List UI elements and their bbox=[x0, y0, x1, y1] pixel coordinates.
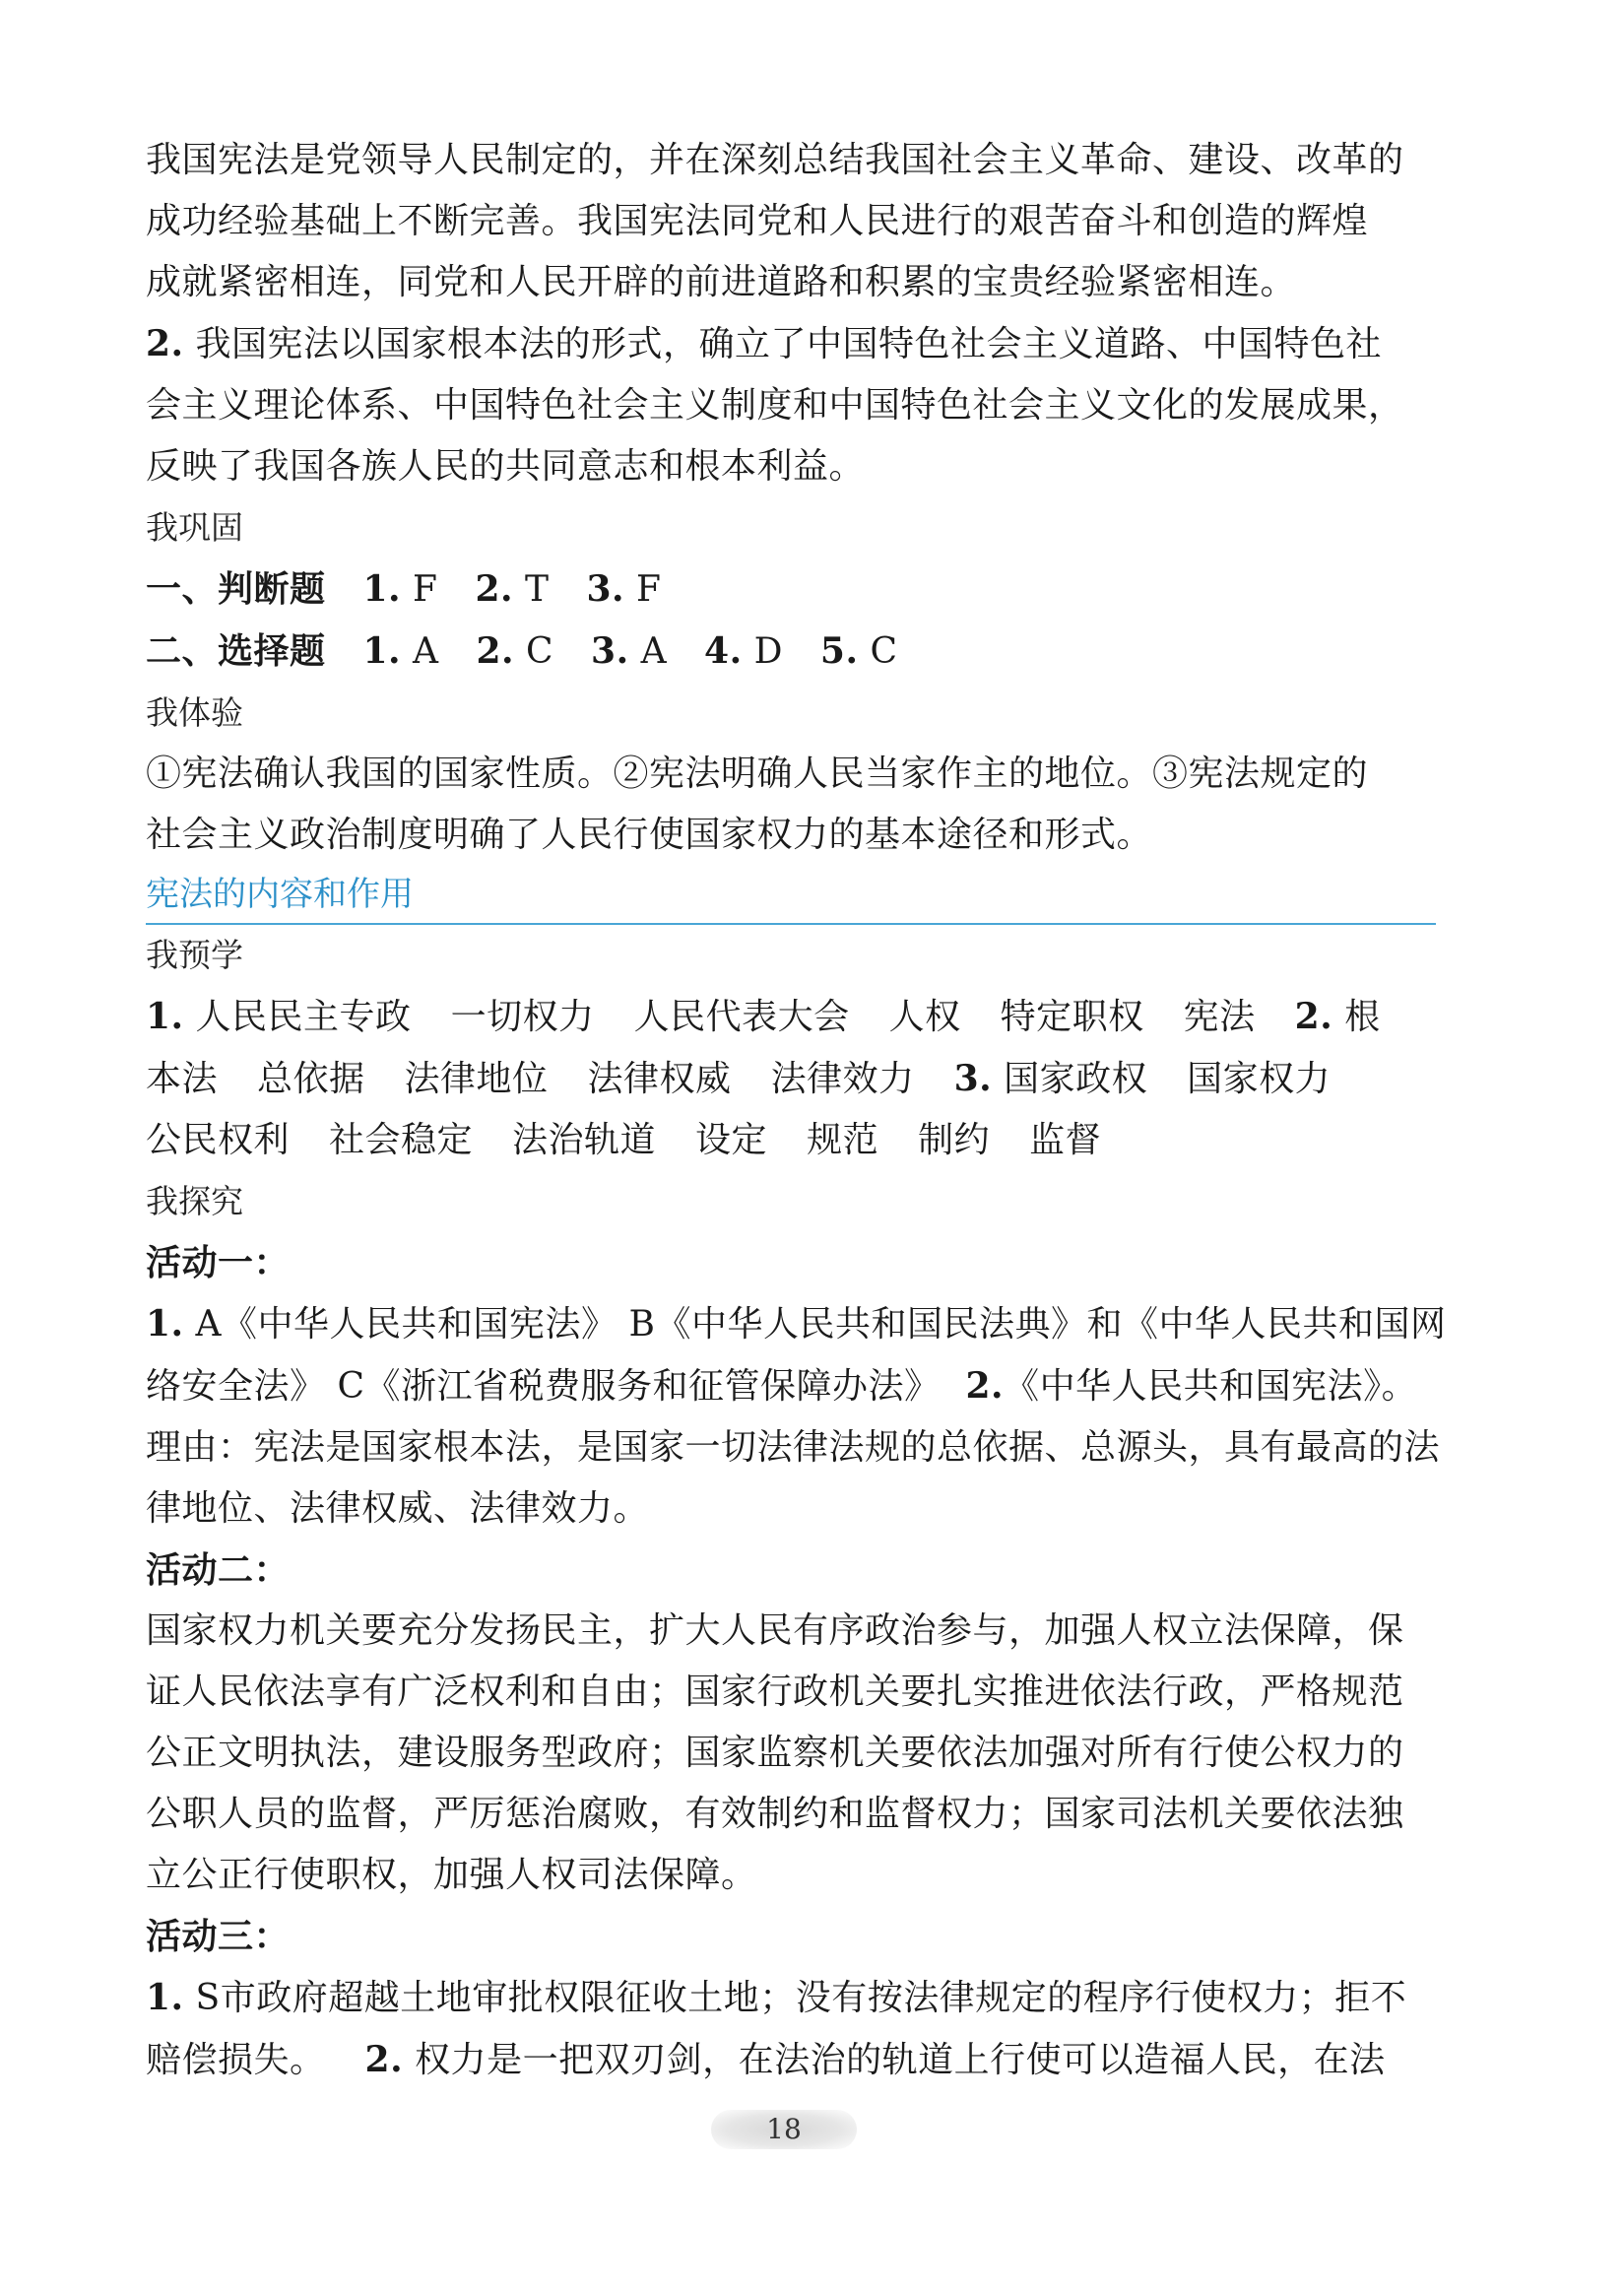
answer-number: 2. bbox=[476, 630, 515, 672]
paragraph-line: 证人民依法享有广泛权利和自由；国家行政机关要扎实推进依法行政，严格规范 bbox=[146, 1672, 1404, 1712]
answer-value: F bbox=[636, 569, 662, 610]
paragraph-text: 赔偿损失。 bbox=[146, 2040, 326, 2080]
paragraph-line: 国家权力机关要充分发扬民主，扩大人民有序政治参与，加强人权立法保障，保 bbox=[146, 1610, 1404, 1651]
term: 根 bbox=[1344, 997, 1381, 1037]
paragraph-line: 公职人员的监督，严厉惩治腐败，有效制约和监督权力；国家司法机关要依法独 bbox=[146, 1794, 1404, 1834]
paragraph-text: 络安全法》 C《浙江省税费服务和征管保障办法》 bbox=[146, 1366, 941, 1407]
paragraph-line: 成就紧密相连，同党和人民开辟的前进道路和积累的宝贵经验紧密相连。 bbox=[146, 262, 1297, 302]
term: 制约 bbox=[918, 1120, 991, 1160]
answer-page bbox=[146, 130, 1447, 2091]
answer-value: T bbox=[525, 569, 550, 610]
term: 法律地位 bbox=[404, 1059, 549, 1099]
activity-2-label: 活动二： bbox=[146, 1549, 291, 1591]
subheading-wo-yuxue: 我预学 bbox=[146, 936, 243, 974]
judge-answers bbox=[146, 558, 1436, 621]
term: 公民权利 bbox=[146, 1120, 291, 1160]
paragraph-text: 我国宪法以国家根本法的形式，确立了中国特色社会主义道路、中国特色社 bbox=[195, 324, 1383, 364]
answer-number: 1. bbox=[362, 630, 402, 672]
fill-answers-line bbox=[146, 1110, 1436, 1171]
term: 宪法 bbox=[1183, 997, 1256, 1037]
page-number: 18 bbox=[711, 2110, 857, 2149]
answer-number: 4. bbox=[704, 630, 743, 672]
section-title: 宪法的内容和作用 bbox=[146, 866, 1436, 925]
paragraph-line: 公正文明执法，建设服务型政府；国家监察机关要依法加强对所有行使公权力的 bbox=[146, 1733, 1404, 1773]
paragraph-line bbox=[146, 1293, 1447, 1355]
item-number: 2. bbox=[1294, 996, 1333, 1037]
answer-value: A bbox=[413, 631, 439, 672]
answer-value: D bbox=[753, 631, 783, 672]
answer-number: 3. bbox=[586, 568, 625, 610]
answer-number: 5. bbox=[819, 630, 859, 672]
paragraph-text: A《中华人民共和国宪法》 B《中华人民共和国民法典》和《中华人民共和国网 bbox=[195, 1304, 1447, 1345]
paragraph-line: 反映了我国各族人民的共同意志和根本利益。 bbox=[146, 446, 866, 487]
term: 总依据 bbox=[257, 1059, 365, 1099]
item-number: 3. bbox=[953, 1058, 993, 1099]
item-number: 1. bbox=[146, 1977, 184, 2018]
term: 一切权力 bbox=[450, 997, 595, 1037]
paragraph-line: 会主义理论体系、中国特色社会主义制度和中国特色社会主义文化的发展成果， bbox=[146, 385, 1404, 426]
paragraph-line: 社会主义政治制度明确了人民行使国家权力的基本途径和形式。 bbox=[146, 815, 1153, 855]
paragraph-text: S市政府超越土地审批权限征收土地；没有按法律规定的程序行使权力；拒不 bbox=[195, 1978, 1407, 2018]
paragraph-line bbox=[146, 1967, 1436, 2029]
paragraph-line bbox=[146, 2029, 1436, 2091]
term: 人民代表大会 bbox=[633, 997, 850, 1037]
term: 特定职权 bbox=[1000, 997, 1144, 1037]
term: 人民民主专政 bbox=[195, 997, 412, 1037]
item-number: 2. bbox=[965, 1365, 1005, 1407]
term: 法治轨道 bbox=[512, 1120, 657, 1160]
paragraph-text: 权力是一把双刃剑，在法治的轨道上行使可以造福人民，在法 bbox=[415, 2040, 1386, 2080]
item-number: 1. bbox=[146, 996, 184, 1037]
paragraph-line: 律地位、法律权威、法律效力。 bbox=[146, 1488, 650, 1529]
paragraph-line: 我国宪法是党领导人民制定的，并在深刻总结我国社会主义革命、建设、改革的 bbox=[146, 140, 1404, 180]
term: 社会稳定 bbox=[329, 1120, 474, 1160]
paragraph-line bbox=[146, 1355, 1436, 1417]
judge-label: 一、判断题 bbox=[146, 568, 326, 610]
answer-value: C bbox=[870, 631, 898, 672]
term: 监督 bbox=[1029, 1120, 1102, 1160]
term: 国家政权 bbox=[1004, 1059, 1148, 1099]
answer-value: F bbox=[413, 569, 438, 610]
subheading-wo-tanjiu: 我探究 bbox=[146, 1182, 243, 1220]
choice-answers bbox=[146, 621, 1436, 683]
answer-value: A bbox=[640, 631, 668, 672]
paragraph-line: 理由：宪法是国家根本法，是国家一切法律法规的总依据、总源头，具有最高的法 bbox=[146, 1427, 1441, 1468]
subheading-wo-tiyan: 我体验 bbox=[146, 693, 243, 732]
item-number: 2. bbox=[146, 323, 184, 364]
term: 国家权力 bbox=[1187, 1059, 1332, 1099]
term: 法律权威 bbox=[587, 1059, 732, 1099]
item-number: 1. bbox=[146, 1303, 184, 1345]
paragraph-text: 《中华人民共和国宪法》。 bbox=[1004, 1366, 1418, 1407]
subheading-wo-gonggu: 我巩固 bbox=[146, 508, 243, 547]
term: 规范 bbox=[807, 1120, 879, 1160]
answer-number: 2. bbox=[475, 568, 514, 610]
item-number: 2. bbox=[364, 2039, 404, 2080]
activity-3-label: 活动三： bbox=[146, 1916, 291, 1957]
paragraph-line: 成功经验基础上不断完善。我国宪法同党和人民进行的艰苦奋斗和创造的辉煌 bbox=[146, 201, 1369, 241]
paragraph-line: ①宪法确认我国的国家性质。②宪法明确人民当家作主的地位。③宪法规定的 bbox=[146, 754, 1369, 794]
term: 人权 bbox=[888, 997, 961, 1037]
answer-number: 1. bbox=[362, 568, 402, 610]
choice-label: 二、选择题 bbox=[146, 630, 326, 672]
answer-number: 3. bbox=[591, 630, 629, 672]
term: 本法 bbox=[146, 1059, 219, 1099]
activity-1-label: 活动一： bbox=[146, 1242, 291, 1283]
answer-value: C bbox=[526, 631, 554, 672]
fill-answers-line bbox=[146, 986, 1436, 1048]
term: 法律效力 bbox=[770, 1059, 915, 1099]
paragraph-line bbox=[146, 313, 1436, 375]
fill-answers-line bbox=[146, 1048, 1436, 1110]
paragraph-line: 立公正行使职权，加强人权司法保障。 bbox=[146, 1855, 757, 1895]
term: 设定 bbox=[695, 1120, 768, 1160]
